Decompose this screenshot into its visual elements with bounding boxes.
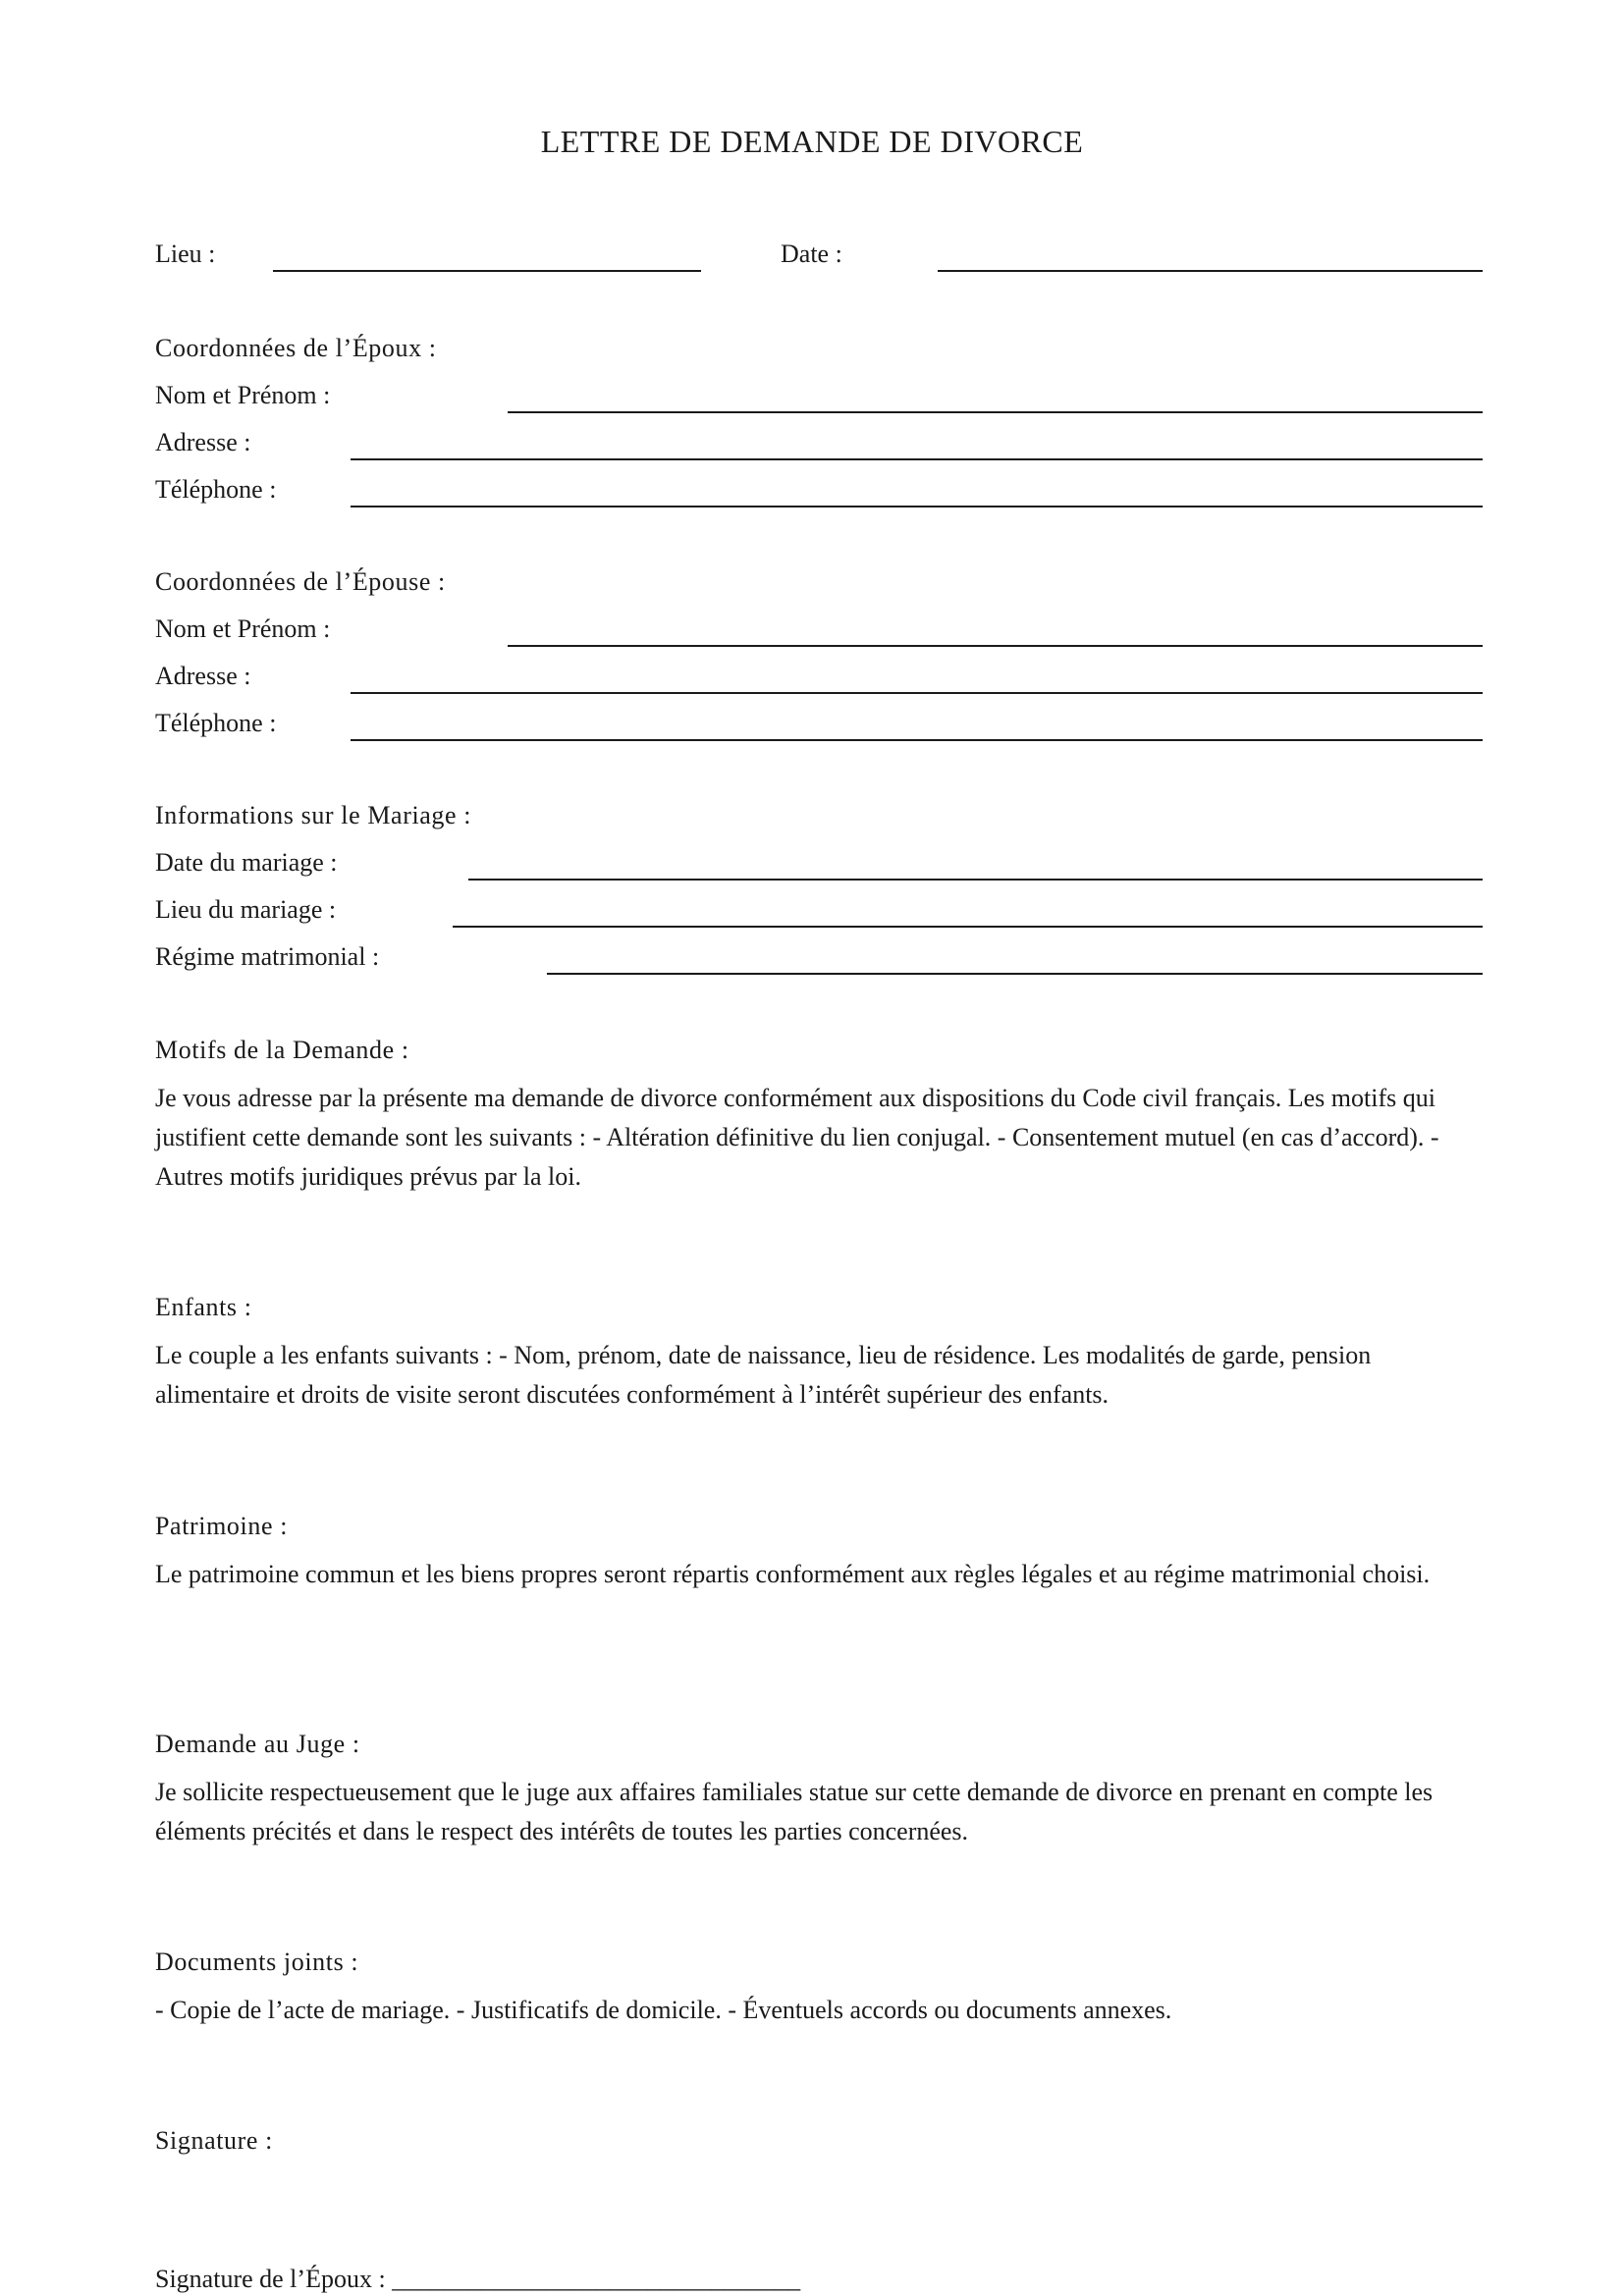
epouse-nom-field-line[interactable] [508,645,1483,647]
epouse-adresse-field-line[interactable] [351,692,1483,694]
motifs-heading: Motifs de la Demande : [155,1036,409,1064]
lieu-label: Lieu : [155,240,216,268]
enfants-paragraph: Le couple a les enfants suivants : - Nom, prénom, date de naissance, lieu de résidence. Les modalités de garde, pension alimentaire et droits de visite seront discutées conformément à l’intérêt supérieur des enfants. [155,1341,1372,1409]
epouse-nom-label: Nom et Prénom : [155,614,331,643]
document-title: LETTRE DE DEMANDE DE DIVORCE [540,124,1084,159]
epouse-heading: Coordonnées de l’Épouse : [155,567,446,596]
mariage-regime-field-line[interactable] [547,973,1483,975]
epoux-telephone-field-line[interactable] [351,506,1483,507]
signature-epoux-line[interactable]: Signature de l’Époux : ________________________________ [155,2265,801,2293]
lieu-field-line[interactable] [273,270,701,272]
patrimoine-paragraph: Le patrimoine commun et les biens propres seront répartis conformément aux règles légales et au régime matrimonial choisi. [155,1560,1431,1588]
date-label: Date : [781,240,842,268]
mariage-lieu-label: Lieu du mariage : [155,895,337,924]
mariage-date-label: Date du mariage : [155,848,338,877]
documents-paragraph: - Copie de l’acte de mariage. - Justificatifs de domicile. - Éventuels accords ou documents annexes. [155,1996,1172,2024]
juge-heading: Demande au Juge : [155,1730,360,1758]
mariage-date-field-line[interactable] [468,879,1483,881]
epoux-nom-label: Nom et Prénom : [155,381,331,409]
date-field-line[interactable] [938,270,1483,272]
epoux-adresse-field-line[interactable] [351,458,1483,460]
juge-paragraph: Je sollicite respectueusement que le juge aux affaires familiales statue sur cette demande de divorce en prenant en compte les éléments précités et dans le respect des intérêts de toutes les parties concernées. [155,1778,1434,1845]
epouse-telephone-label: Téléphone : [155,709,277,737]
patrimoine-heading: Patrimoine : [155,1512,289,1540]
epoux-nom-field-line[interactable] [508,411,1483,413]
epouse-telephone-field-line[interactable] [351,739,1483,741]
epouse-adresse-label: Adresse : [155,662,251,690]
documents-heading: Documents joints : [155,1948,359,1976]
mariage-heading: Informations sur le Mariage : [155,801,472,829]
signature-heading: Signature : [155,2126,273,2155]
epoux-telephone-label: Téléphone : [155,475,277,504]
enfants-heading: Enfants : [155,1293,252,1321]
epoux-adresse-label: Adresse : [155,428,251,456]
motifs-paragraph: Je vous adresse par la présente ma demande de divorce conformément aux dispositions du Code civil français. Les motifs qui justifient cette demande sont les suivants : - Altération définitive du lien conjugal. - Consentement mutuel (en cas d’accord). - Autres motifs juridiques prévus par la loi. [155,1084,1439,1191]
mariage-lieu-field-line[interactable] [453,926,1483,928]
epoux-heading: Coordonnées de l’Époux : [155,334,437,362]
mariage-regime-label: Régime matrimonial : [155,942,380,971]
